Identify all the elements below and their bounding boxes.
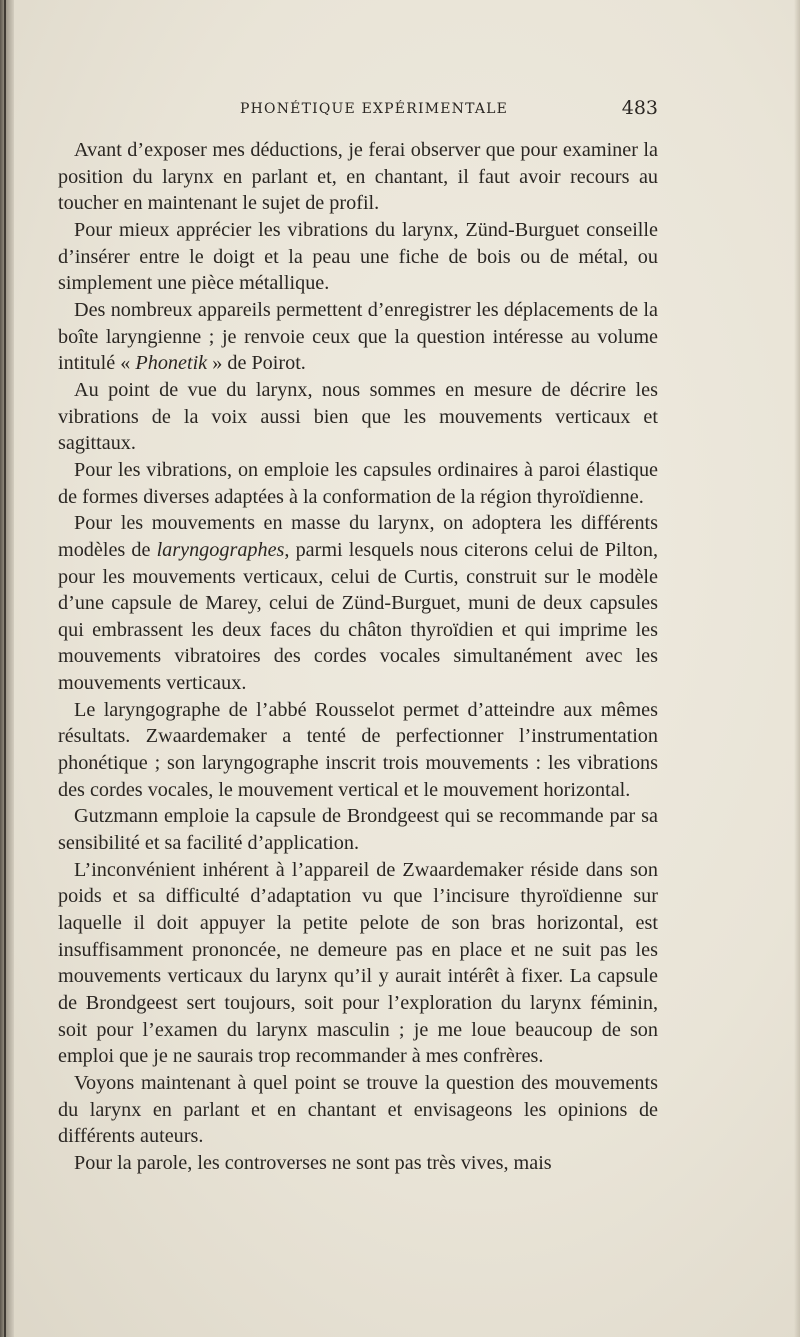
paragraph — [58, 1070, 658, 1150]
text-segment: L’inconvénient inhérent à l’appareil de Zwaardemaker réside dans son poids et sa difficulté d’adaptation vu que l’incisure thyroïdienne sur laquelle il doit appuyer la petite pelote de son bras horizontal, est insuffisamment prononcée, ne demeure pas en place et ne suit pas les mouvements verticaux du larynx qu’il y aurait intérêt à fixer. La capsule de Brondgeest sert toujours, soit pour l’exploration du larynx féminin, soit pour l’examen du larynx masculin ; je me loue beaucoup de son emploi que je ne saurais trop recommander à mes confrères. — [58, 858, 658, 1068]
paragraph — [58, 457, 658, 510]
text-segment: » de Poirot. — [207, 352, 306, 375]
text-segment: Avant d’exposer mes déductions, je ferai observer que pour examiner la position du larynx en parlant et, en chantant, il faut avoir recours au toucher en maintenant le sujet de profil. — [58, 139, 658, 215]
italic-text: Phonetik — [135, 352, 208, 375]
text-segment: Pour mieux apprécier les vibrations du larynx, Zünd-Burguet conseille d’insérer entre le doigt et la peau une fiche de bois ou de métal, ou simplement une pièce métallique. — [58, 218, 658, 295]
paragraph — [58, 377, 658, 457]
binding-gutter-line — [4, 0, 6, 1337]
paragraph — [58, 137, 658, 217]
paragraph — [58, 297, 658, 377]
paragraph — [58, 697, 658, 804]
page-edge — [794, 0, 800, 1337]
page-header — [58, 97, 658, 123]
page-number: 483 — [621, 97, 658, 119]
text-segment: Des nombreux appareils permettent d’enregistrer les déplacements de la boîte laryngienne ; je renvoie ceux que la question intéresse au volume intitulé « — [58, 298, 658, 375]
paragraph — [58, 510, 658, 697]
text-segment: Pour la parole, les controverses ne sont pas très vives, mais — [74, 1151, 552, 1174]
text-segment: Gutzmann emploie la capsule de Brondgeest qui se recommande par sa sensibilité et sa facilité d’application. — [58, 805, 658, 855]
paragraph — [58, 803, 658, 856]
paragraph — [58, 857, 658, 1070]
italic-text: laryngographes — [156, 538, 285, 561]
text-segment: Pour les vibrations, on emploie les capsules ordinaires à paroi élastique de formes diverses adaptées à la conformation de la région thyroïdienne. — [58, 458, 658, 508]
paragraph — [58, 217, 658, 297]
paragraph — [58, 1150, 658, 1177]
text-segment: Voyons maintenant à quel point se trouve la question des mouvements du larynx en parlant et en chantant et envisageons les opinions de différents auteurs. — [58, 1071, 658, 1148]
text-segment: Le laryngographe de l’abbé Rousselot permet d’atteindre aux mêmes résultats. Zwaardemaker a tenté de perfectionner l’instrumentation phonétique ; son laryngographe inscrit trois mouvements : les vibrations des cordes vocales, le mouvement vertical et le mouvement horizontal. — [58, 698, 658, 801]
text-segment: Au point de vue du larynx, nous sommes en mesure de décrire les vibrations de la voix aussi bien que les mouvements verticaux et sagittaux. — [58, 378, 658, 455]
text-segment: Pour les mouvements en masse du larynx, on adoptera les différents modèles de — [58, 512, 658, 561]
running-head: PHONÉTIQUE EXPÉRIMENTALE — [240, 101, 509, 117]
body-text — [58, 137, 658, 1177]
binding-gutter-shadow — [0, 0, 14, 1337]
text-segment: , parmi lesquels nous citerons celui de Pilton, pour les mouvements verticaux, celui de Curtis, construit sur le modèle d’une capsule de Marey, celui de Zünd-Burguet, muni de deux capsules qui embrassent les deux faces du châton thyroïdien et qui imprime les mouvements vibratoires des cordes vocales simultanément avec les mouvements verticaux. — [58, 538, 658, 695]
